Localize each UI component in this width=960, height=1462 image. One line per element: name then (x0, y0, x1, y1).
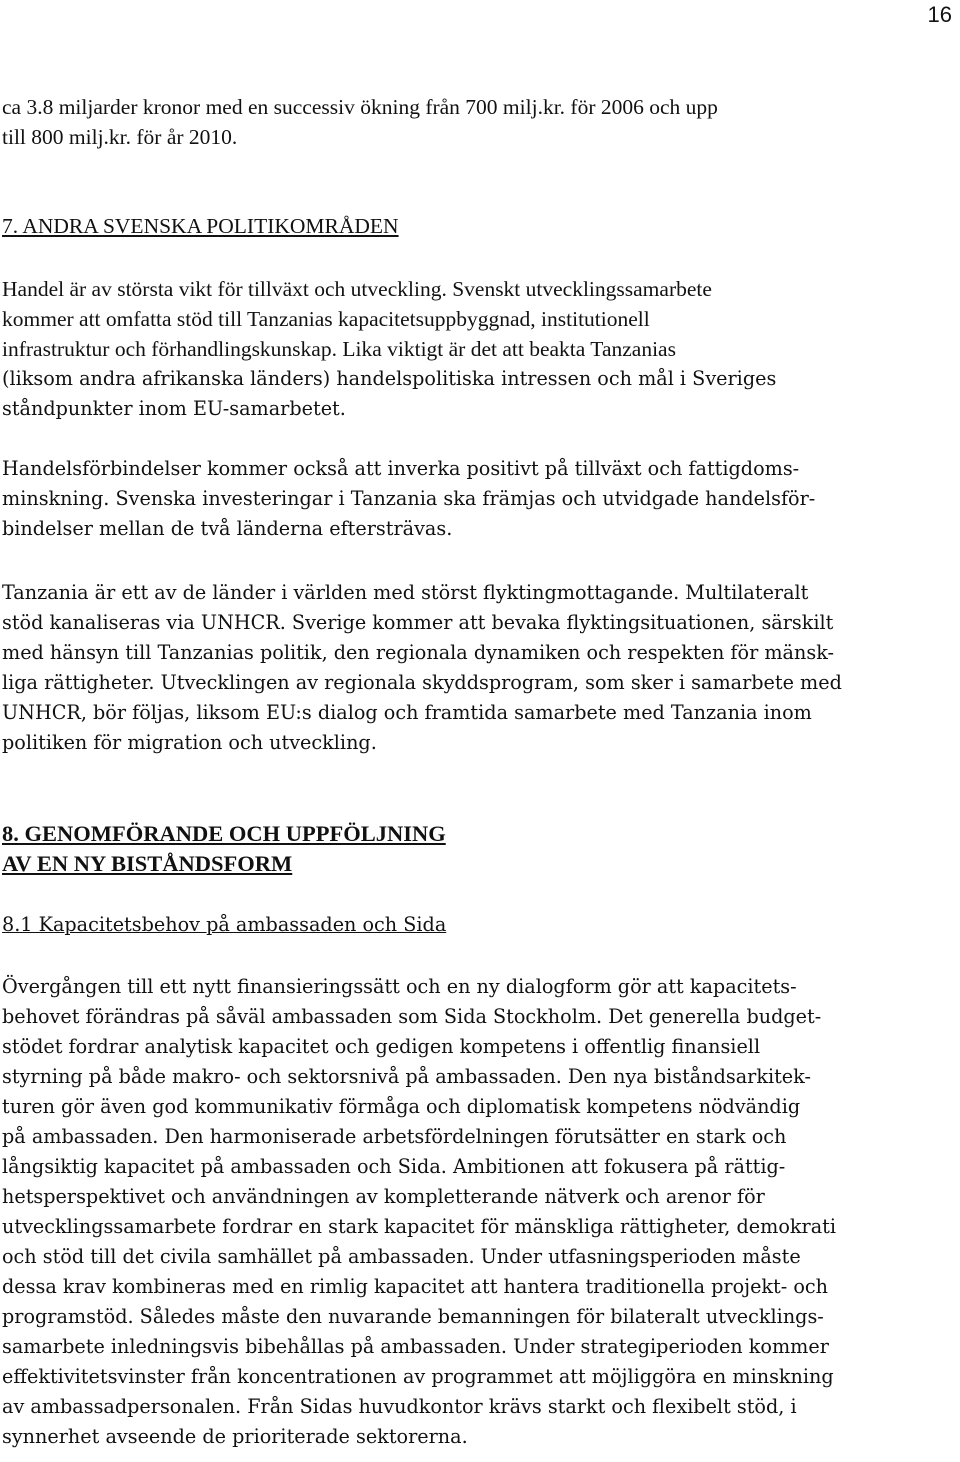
text-line: ståndpunkter inom EU-samarbetet. (2, 397, 346, 420)
text-line: turen gör även god kommunikativ förmåga och diplomatisk kompetens nödvändig (2, 1095, 801, 1118)
section7-paragraph-1 (2, 274, 776, 424)
text-line: Tanzania är ett av de länder i världen med störst flyktingmottagande. Multilateralt (2, 581, 809, 604)
text-line: infrastruktur och förhandlingskunskap. Lika viktigt är det att beakta Tanzanias (2, 337, 676, 361)
section-heading-8 (2, 819, 446, 879)
text-line: samarbete inledningsvis bibehållas på ambassaden. Under strategiperioden kommer (2, 1335, 829, 1358)
text-line: UNHCR, bör följas, liksom EU:s dialog och framtida samarbete med Tanzania inom (2, 701, 812, 724)
heading-text: 8.1 Kapacitetsbehov på ambassaden och Sida (2, 913, 447, 936)
intro-paragraph (2, 92, 718, 152)
heading-text: 7. ANDRA SVENSKA POLITIKOMRÅDEN (2, 214, 399, 238)
text-line: effektivitetsvinster från koncentrationen av programmet att möjliggöra en minskning (2, 1365, 834, 1388)
page-number: 16 (927, 2, 952, 27)
text-line: stöd kanaliseras via UNHCR. Sverige kommer att bevaka flyktingsituationen, särskilt (2, 611, 834, 634)
text-line: Handelsförbindelser kommer också att inverka positivt på tillväxt och fattigdoms- (2, 457, 800, 480)
text-line: av ambassadpersonalen. Från Sidas huvudkontor krävs starkt och flexibelt stöd, i (2, 1395, 797, 1418)
text-line: utvecklingssamarbete fordrar en stark kapacitet för mänskliga rättigheter, demokrati (2, 1215, 836, 1238)
text-line: politiken för migration och utveckling. (2, 731, 377, 754)
text-line: minskning. Svenska investeringar i Tanzania ska främjas och utvidgade handelsför- (2, 487, 816, 510)
text-line: dessa krav kombineras med en rimlig kapacitet att hantera traditionella projekt- och (2, 1275, 828, 1298)
section7-paragraph-3 (2, 578, 842, 758)
heading-line: 8. GENOMFÖRANDE OCH UPPFÖLJNING (2, 821, 446, 846)
text-line: hetsperspektivet och användningen av kompletterande nätverk och arenor för (2, 1185, 765, 1208)
text-line: på ambassaden. Den harmoniserade arbetsfördelningen förutsätter en stark och (2, 1125, 787, 1148)
text-line: kommer att omfatta stöd till Tanzanias kapacitetsuppbyggnad, institutionell (2, 307, 650, 331)
subsection-heading-8-1 (2, 910, 446, 940)
section7-paragraph-2 (2, 454, 815, 544)
text-line: Övergången till ett nytt finansieringssätt och en ny dialogform gör att kapacitets- (2, 975, 797, 998)
subsection-8-1-paragraph (2, 972, 836, 1452)
text-line: stödet fordrar analytisk kapacitet och gedigen kompetens i offentlig finansiell (2, 1035, 761, 1058)
text-line: behovet förändras på såväl ambassaden som Sida Stockholm. Det generella budget- (2, 1005, 822, 1028)
text-line: synnerhet avseende de prioriterade sektorerna. (2, 1425, 468, 1448)
text-line: och stöd till det civila samhället på ambassaden. Under utfasningsperioden måste (2, 1245, 801, 1268)
text-line: ca 3.8 miljarder kronor med en successiv ökning från 700 milj.kr. för 2006 och upp (2, 95, 718, 119)
text-line: styrning på både makro- och sektorsnivå på ambassaden. Den nya biståndsarkitek- (2, 1065, 811, 1088)
text-line: med hänsyn till Tanzanias politik, den regionala dynamiken och respekten för mänsk- (2, 641, 834, 664)
text-line: liga rättigheter. Utvecklingen av regionala skyddsprogram, som sker i samarbete med (2, 671, 842, 694)
text-line: bindelser mellan de två länderna eftersträvas. (2, 517, 453, 540)
text-line: långsiktig kapacitet på ambassaden och Sida. Ambitionen att fokusera på rättig- (2, 1155, 786, 1178)
text-line: (liksom andra afrikanska länders) handelspolitiska intressen och mål i Sveriges (2, 367, 777, 390)
text-line: till 800 milj.kr. för år 2010. (2, 125, 238, 149)
section-heading-7 (2, 211, 399, 241)
text-line: programstöd. Således måste den nuvarande bemanningen för bilateralt utvecklings- (2, 1305, 824, 1328)
heading-line: AV EN NY BISTÅNDSFORM (2, 851, 293, 876)
text-line: Handel är av största vikt för tillväxt och utveckling. Svenskt utvecklingssamarbete (2, 277, 712, 301)
